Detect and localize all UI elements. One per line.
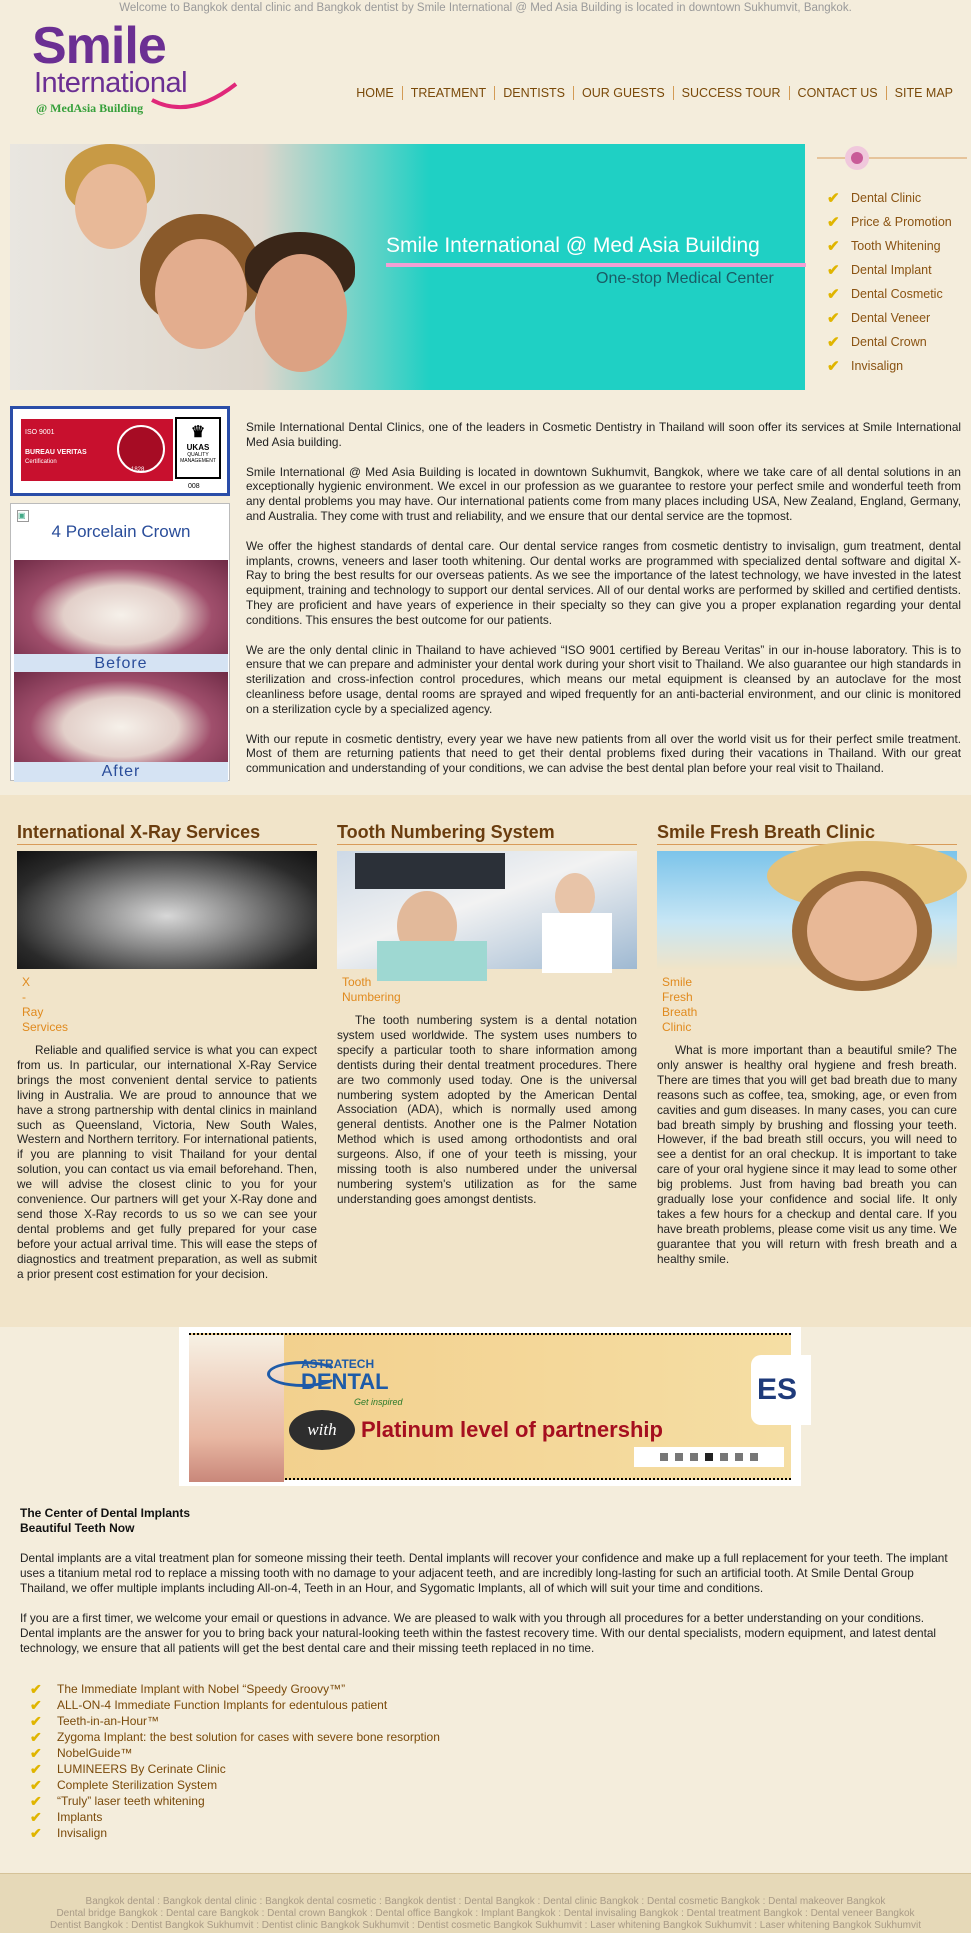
slide-dot[interactable] [720,1453,728,1461]
slider-dots [634,1447,784,1467]
implants-paragraph: If you are a first timer, we welcome your email or questions in advance. We are pleased to walk with you through all procedures for a better understanding on your conditions. Dental implants are the answer for you to bring back your natural-looking teeth within the fastest recovery time. With our dental specialists, modern equipment, and latest dental technology, we ensure that all patients will get the best dental care and their missing teeth replaced in no time. [20,1611,937,1655]
flower-ornament-icon [817,144,967,174]
footer-line[interactable]: Dental bridge Bangkok : Dental care Bangkok : Dental crown Bangkok : Dental office Bangkok : Implant Bangkok : Dental invisaling Bangkok : Dental treatment Bangkok : Dental veneer Bangkok [56,1908,915,1919]
check-icon: ✔ [827,262,840,279]
logo-smile: Smile [32,17,166,75]
with-badge: with [289,1410,355,1450]
logo-medasia: @ MedAsia Building [36,101,144,115]
hero-subtitle: One-stop Medical Center [596,270,774,287]
implant-tooth-image [189,1335,284,1482]
implants-subheading: Beautiful Teeth Now [20,1521,135,1535]
check-icon: ✔ [827,286,840,303]
slide-dot[interactable] [690,1453,698,1461]
after-label: After [14,762,228,782]
image-icon: ▣ [17,510,29,522]
side-item-dental-crown[interactable]: ✔ Dental Crown [827,334,927,351]
cert-number: 008 [188,483,200,490]
implant-item[interactable]: ✔ Implants [30,1808,103,1825]
brand-astratech: ASTRATECH [301,1357,375,1371]
check-icon: ✔ [827,310,840,327]
footer-line[interactable]: Dentist Bangkok : Dentist Bangkok Sukhumvit : Dentist clinic Bangkok Sukhumvit : Dentist cosmetic Bangkok Sukhumvit : Laser whitening Bangkok Sukhumvit : Laser whitening Bangkok Sukhumvit [50,1920,921,1931]
nav-dentists[interactable]: DENTISTS [494,86,573,100]
logo-international: International [34,67,188,99]
xray-image [17,851,317,969]
implants-paragraph: Dental implants are a vital treatment plan for someone missing their teeth. Dental implants will recover your confidence and make up a full replacement for your teeth. The implant uses a titanium metal rod to replace a missing tooth with no damage to your adjacent teeth, and are incredibly long-lasting for such an artificial tooth. At Smile Dental Group Thailand, we offer multiple implants including All-on-4, Teeth in an Hour, and Sygomatic Implants, all of which will suit your time and conditions. [20,1551,948,1595]
iso-certificate-badge [10,406,230,496]
brand-dental: DENTAL [301,1369,389,1394]
nav-treatment[interactable]: TREATMENT [402,86,494,100]
xray-body: Reliable and qualified service is what you can expect from us. In particular, our international X-Ray Service brings the most convenient dental service to patients living in Australia. We are proud to announce that we have a strong partnership with dental clinics in mainland such as Queensland, Victoria, New South Wales, Western and Northern territory. For international patients, if you are planning to visit Thailand for your dental solution, you can contact us via email beforehand. Then, we will advise the closest clinic to you for your convenience. Our partners will get your X-Ray done and send those X-Ray records to us so we can see your dental problems and get fully prepared for your case before your actual arrival time. This will ease the steps of diagnostics and treatment preparation, as well as submit a prior present cost estimation for your decision. [17,1043,317,1281]
check-icon: ✔ [827,238,840,255]
astratech-banner [189,1333,798,1480]
tooth-numbering-body: The tooth numbering system is a dental notation system used worldwide. The system uses numbers to specify a particular tooth to share information among dentists during their dental treatment procedures. There are two commonly used today. One is the universal numbering system adopted by the American Dental Association (ADA), which is normally used among general dentists. Another one is the Palmer Notation Method which is used among orthodontists and oral surgeons. Also, if one of your teeth is missing, your missing tooth is also numbered under the universal numbering system's utilization as for the same understanding goes amongst dentists. [337,1013,637,1206]
side-item-dental-veneer[interactable]: ✔ Dental Veneer [827,310,931,327]
implant-item[interactable]: ✔ Invisalign [30,1824,108,1841]
ukas-logo: ♛ UKAS QUALITY MANAGEMENT [175,417,221,479]
implant-item[interactable]: ✔ “Truly” laser teeth whitening [30,1792,205,1809]
footer-line[interactable]: Bangkok dental : Bangkok dental clinic : Bangkok dental cosmetic : Bangkok dentist : Dental Bangkok : Dental clinic Bangkok : Dental cosmetic Bangkok : Dental makeover Bangkok [85,1896,886,1907]
intro-paragraph: With our repute in cosmetic dentistry, every year we have new patients from all over the world visit us for their perfect smile treatment. Most of them are returning patients that need to get their dental problems fixed during their vacations in Thailand. With our great communication and understanding of your conditions, we can advise the best dental plan before your real visit to Thailand. [246,731,961,776]
check-icon: ✔ [30,1712,42,1729]
hero-banner [10,144,805,390]
implant-item[interactable]: ✔ NobelGuide™ [30,1744,133,1761]
intro-paragraph: We offer the highest standards of dental care. Our dental service ranges from cosmetic dentistry to invisalign, gum treatment, dental implants, crowns, veneers and laser tooth whitening. Our dental works are programmed with specialized dental software and digital X-Ray to bring the best results for our overseas patients. As we see the importance of the latest technology, we have invested in the latest equipment, training and technology to support our dental services. All of our dental works are performed by skilled and certified dentists. They are proficient and have years of experience in their specialty so they can give you a proper explanation regarding your dental conditions. This ensures the best outcome for our patients. [246,538,961,627]
bureau-veritas-logo: ISO 9001 BUREAU VERITAS Certification 1828 [21,419,173,481]
implant-item[interactable]: ✔ Zygoma Implant: the best solution for cases with severe bone resorption [30,1728,440,1745]
intro-paragraph: Smile International Dental Clinics, one of the leaders in Cosmetic Dentistry in Thailand will soon offer its services at Smile International Med Asia building. [246,420,961,449]
side-item-dental-clinic[interactable]: ✔ Dental Clinic [827,190,922,207]
check-icon: ✔ [827,214,840,231]
partner-banner[interactable] [179,1327,801,1486]
tooth-numbering-caption: Tooth Numbering [342,975,401,1004]
family-photo [10,144,430,390]
check-icon: ✔ [30,1744,42,1761]
check-icon: ✔ [30,1696,42,1713]
nav-contact-us[interactable]: CONTACT US [789,86,886,100]
side-item-dental-implant[interactable]: ✔ Dental Implant [827,262,932,279]
side-item-dental-cosmetic[interactable]: ✔ Dental Cosmetic [827,286,943,303]
implant-list [30,1681,440,1841]
nav-home[interactable]: HOME [356,86,394,100]
dentist-xray-image [337,851,637,969]
check-icon: ✔ [30,1760,42,1777]
check-icon: ✔ [30,1776,42,1793]
implant-item[interactable]: ✔ Teeth-in-an-Hour™ [30,1712,160,1729]
check-icon: ✔ [30,1792,42,1809]
check-icon: ✔ [30,1824,42,1841]
implant-item[interactable]: ✔ Complete Sterilization System [30,1776,218,1793]
intro-paragraph: Smile International @ Med Asia Building is located in downtown Sukhumvit, Bangkok, where we take care of all dental solutions in an exceptionally hygienic environment. We excel in our profession as we guarantee to restore your perfect smile and wonderful teeth from any dental problems you may have. Our international patients come from many places including USA, New Zealand, England, Germany, and Australia. They come with trust and reliability, and we ensure that our dental service are the topmost. [246,464,961,523]
check-icon: ✔ [827,190,840,207]
hero-title: Smile International @ Med Asia Building [386,234,760,257]
slide-dot[interactable] [660,1453,668,1461]
hero-divider [386,263,806,267]
next-slide-peek: ES [751,1355,811,1425]
side-item-tooth-whitening[interactable]: ✔ Tooth Whitening [827,238,941,255]
slide-dot[interactable] [675,1453,683,1461]
brand-tagline: Get inspired [354,1397,403,1407]
slide-dot[interactable] [735,1453,743,1461]
implant-item[interactable]: ✔ LUMINEERS By Cerinate Clinic [30,1760,226,1777]
fresh-breath-caption: Smile Fresh Breath Clinic [662,975,698,1034]
welcome-text: Welcome to Bangkok dental clinic and Bangkok dentist by Smile International @ Med Asia Building is located in downtown Sukhumvit, Bangkok. [119,2,852,14]
implants-section [20,1506,955,1656]
check-icon: ✔ [30,1808,42,1825]
fresh-breath-title[interactable]: Smile Fresh Breath Clinic [657,820,957,845]
tooth-numbering-column [337,820,637,1207]
partnership-text: Platinum level of partnership [361,1417,663,1442]
before-teeth-photo [14,560,228,660]
slide-dot-active[interactable] [705,1453,713,1461]
fresh-breath-body: What is more important than a beautiful smile? The only answer is healthy oral hygiene and fresh breath. There are times that you will get bad breath due to many reasons such as coffee, tea, smoking, age, or even from cavities and gum diseases. In many cases, you can cure bad breath simply by brushing and flossing your teeth. However, if the bad breath still occurs, you will need to see a dentist for an oral checkup. It is important to take care of your oral hygiene since it may lead to some other big problems. Just from having bad breath you can gradually lose your confidence and social life. It only takes a few hours for a checkup and dental care. If you have breath problems, please come visit us any time. We guarantee that you will return with fresh breath and a healthy smile. [657,1043,957,1266]
check-icon: ✔ [30,1680,42,1697]
nav-success-tour[interactable]: SUCCESS TOUR [673,86,789,100]
xray-title[interactable]: International X-Ray Services [17,820,317,845]
nav-our-guests[interactable]: OUR GUESTS [573,86,673,100]
slide-dot[interactable] [750,1453,758,1461]
fresh-breath-column [657,820,957,1267]
intro-text [246,420,961,791]
site-logo[interactable] [30,18,240,122]
check-icon: ✔ [827,334,840,351]
side-item-price-promotion[interactable]: ✔ Price & Promotion [827,214,952,231]
xray-column [17,820,317,1282]
check-icon: ✔ [30,1728,42,1745]
check-icon: ✔ [827,358,840,375]
crown-before-after [10,503,230,781]
before-label: Before [14,654,228,674]
tooth-numbering-title[interactable]: Tooth Numbering System [337,820,637,845]
implant-item[interactable]: ✔ ALL-ON-4 Immediate Function Implants for edentulous patient [30,1696,388,1713]
smiling-woman-image [657,851,957,969]
after-teeth-photo [14,672,228,772]
implant-item[interactable]: ✔ The Immediate Implant with Nobel “Speedy Groovy™” [30,1680,346,1697]
implants-heading: The Center of Dental Implants [20,1506,191,1520]
side-menu [817,144,967,390]
footer-links [0,1873,971,1933]
side-item-invisalign[interactable]: ✔ Invisalign [827,358,904,375]
nav-site-map[interactable]: SITE MAP [886,86,961,100]
smile-swoosh-icon [150,80,240,120]
crown-title: 4 Porcelain Crown [51,522,191,541]
intro-paragraph: We are the only dental clinic in Thailand to have achieved “ISO 9001 certified by Bereau Veritas” in our in-house laboratory. This is to ensure that we can prepare and administer your dental work during your short visit to Thailand. We also guarantee our high standards in sterilization and cross-infection control procedures, which means our metal equipment is cleansed by an autoclave for the most cleanliness before usage, dental rooms are sprayed and wiped frequently for an anti-bacterial environment, and our clinic is monitored on a sterilization cycle by a specialized agency. [246,642,961,716]
main-nav [348,86,961,100]
xray-caption: X - Ray Services [22,975,69,1034]
